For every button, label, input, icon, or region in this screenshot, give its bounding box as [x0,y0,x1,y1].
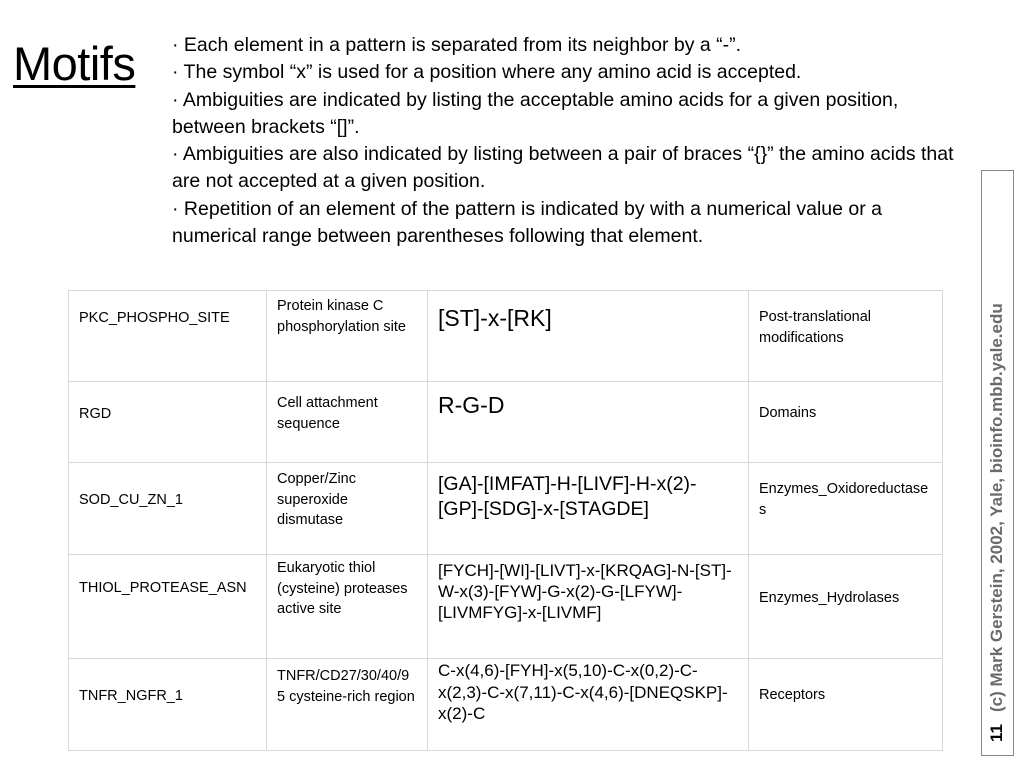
motif-name: SOD_CU_ZN_1 [69,463,267,555]
motif-pattern: [FYCH]-[WI]-[LIVT]-x-[KRQAG]-N-[ST]-W-x(3)-[FYW]-G-x(2)-G-[LFYW]-[LIVMFYG]-x-[LIVMF] [428,555,749,659]
motif-pattern: R-G-D [428,382,749,463]
bullet-item: · The symbol “x” is used for a position where any amino acid is accepted. [172,61,802,84]
motif-pattern: [GA]-[IMFAT]-H-[LIVF]-H-x(2)-[GP]-[SDG]-x-[STAGDE] [428,463,749,555]
table-row [69,382,943,463]
footer-credit [986,303,1008,742]
motif-table [68,290,943,751]
credit-text: (c) Mark Gerstein, 2002, Yale, bioinfo.mbb.yale.edu [987,303,1006,713]
motif-category: Enzymes_Hydrolases [749,555,943,659]
motif-name: THIOL_PROTEASE_ASN [69,555,267,659]
slide-title: Motifs [13,37,136,90]
motif-category: Receptors [749,659,943,751]
table-row [69,555,943,659]
bullet-item: · Ambiguities are also indicated by listing between a pair of braces “{}” the amino acids that are not accepted at a given position. [172,143,954,193]
motif-pattern: C-x(4,6)-[FYH]-x(5,10)-C-x(0,2)-C-x(2,3)-C-x(7,11)-C-x(4,6)-[DNEQSKP]-x(2)-C [428,659,749,751]
table-row [69,463,943,555]
motif-description: Cell attachment sequence [267,382,428,463]
bullet-item: · Each element in a pattern is separated from its neighbor by a “-”. [172,34,742,56]
page-number: 11 [987,724,1006,742]
motif-category: Post-translational modifications [749,291,943,382]
table-row [69,291,943,382]
motif-pattern: [ST]-x-[RK] [428,291,749,382]
motif-name: PKC_PHOSPHO_SITE [69,291,267,382]
motif-category: Enzymes_Oxidoreductases [749,463,943,555]
motif-category: Domains [749,382,943,463]
bullet-item: · Repetition of an element of the pattern is indicated by with a numerical value or a numerical range between parentheses following that element. [172,197,882,248]
table-row [69,659,943,751]
motif-name: TNFR_NGFR_1 [69,659,267,751]
bullet-list [172,32,962,250]
motif-description: Eukaryotic thiol (cysteine) proteases active site [267,555,428,659]
motif-description: TNFR/CD27/30/40/95 cysteine-rich region [267,659,428,751]
motif-description: Protein kinase C phosphorylation site [267,291,428,382]
motif-description: Copper/Zinc superoxide dismutase [267,463,428,555]
motif-name: RGD [69,382,267,463]
bullet-item: · Ambiguities are indicated by listing the acceptable amino acids for a given position, between brackets “[]”. [172,88,899,138]
